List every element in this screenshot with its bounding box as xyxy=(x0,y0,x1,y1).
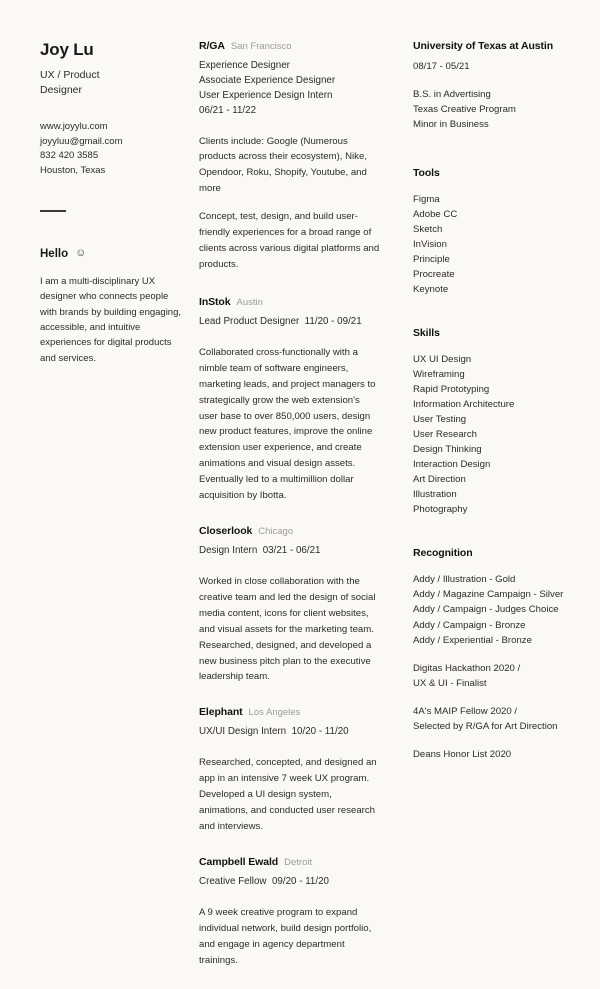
experience-header xyxy=(199,525,381,537)
job-description: A 9 week creative program to expand individual network, build design portfolio, and engage in agency department trainings. xyxy=(199,906,372,966)
intro-heading xyxy=(40,248,185,260)
recognition-heading: Recognition xyxy=(413,547,473,560)
job-title: Design Intern xyxy=(199,545,258,557)
company-name: Elephant xyxy=(199,706,243,719)
job-title: Lead Product Designer xyxy=(199,315,300,327)
profile-column xyxy=(40,40,185,366)
recognition-item: Addy / Experiential - Bronze xyxy=(413,634,532,646)
contact-email[interactable]: joyyluu@gmail.com xyxy=(40,135,123,147)
skill-item: Rapid Prototyping xyxy=(413,383,490,395)
contact-phone[interactable]: 832 420 3585 xyxy=(40,150,99,162)
experience-entry xyxy=(199,706,381,835)
contact-block xyxy=(40,120,185,178)
recognition-item: Digitas Hackathon 2020 / xyxy=(413,662,521,674)
smiley-face-icon: ☺ xyxy=(75,247,87,260)
education-block xyxy=(413,40,588,133)
sidebar-column xyxy=(413,40,588,784)
skills-block xyxy=(413,327,588,518)
role-line-1: UX / Product xyxy=(40,69,100,82)
skill-item: UX UI Design xyxy=(413,353,472,365)
experience-column xyxy=(199,40,381,989)
tool-item: Keynote xyxy=(413,283,449,295)
education-dates: 08/17 - 05/21 xyxy=(413,61,470,72)
tool-item: Figma xyxy=(413,193,440,205)
intro-heading-label: Hello xyxy=(40,247,69,260)
tools-heading: Tools xyxy=(413,166,440,179)
job-dates: 06/21 - 11/22 xyxy=(199,104,257,116)
skill-item: Illustration xyxy=(413,489,457,501)
tool-item: Sketch xyxy=(413,223,443,235)
experience-entry xyxy=(199,296,381,504)
recognition-item: Addy / Illustration - Gold xyxy=(413,574,516,586)
contact-location: Houston, Texas xyxy=(40,164,106,176)
skill-item: User Testing xyxy=(413,414,467,426)
education-details xyxy=(413,87,588,132)
recognition-item: Addy / Magazine Campaign - Silver xyxy=(413,589,564,601)
recognition-item: Addy / Campaign - Bronze xyxy=(413,619,526,631)
skill-item: Information Architecture xyxy=(413,399,515,410)
education-detail: B.S. in Advertising xyxy=(413,89,491,101)
skill-item: Art Direction xyxy=(413,474,466,486)
job-dates: 09/20 - 11/20 xyxy=(271,875,329,887)
job-title-and-dates xyxy=(199,544,381,559)
skill-item: Wireframing xyxy=(413,368,465,380)
job-title: UX/UI Design Intern xyxy=(199,726,287,738)
job-dates: 11/20 - 09/21 xyxy=(304,315,362,327)
company-name: InStok xyxy=(199,295,231,308)
experience-header xyxy=(199,40,381,52)
skill-item: Interaction Design xyxy=(413,459,491,471)
recognition-block xyxy=(413,547,588,761)
recognition-group xyxy=(413,747,588,762)
company-name: Closerlook xyxy=(199,525,253,538)
recognition-item: Deans Honor List 2020 xyxy=(413,748,512,760)
job-title: Associate Experience Designer xyxy=(199,74,336,86)
job-description: Clients include: Google (Numerous products across their ecosystem), Nike, Opendoor, Roku, Shopify, Youtube, and more xyxy=(199,135,367,195)
section-divider xyxy=(40,210,66,212)
job-description: Concept, test, design, and build user-friendly experiences for a broad range of clients across various digital platforms and products. xyxy=(199,211,380,271)
recognition-item: UX & UI - Finalist xyxy=(413,677,487,689)
tools-list xyxy=(413,192,588,297)
experience-entry xyxy=(199,856,381,969)
recognition-group xyxy=(413,704,588,734)
job-title-and-dates xyxy=(199,725,381,740)
skill-item: User Research xyxy=(413,429,477,441)
job-dates: 10/20 - 11/20 xyxy=(291,726,349,738)
education-detail: Minor in Business xyxy=(413,119,489,131)
company-name: R/GA xyxy=(199,40,225,52)
company-location: Chicago xyxy=(258,526,294,538)
experience-header xyxy=(199,706,381,718)
recognition-item: Addy / Campaign - Judges Choice xyxy=(413,604,559,616)
job-title: Creative Fellow xyxy=(199,875,267,887)
tool-item: Principle xyxy=(413,253,450,265)
tool-item: Procreate xyxy=(413,268,455,280)
profile-role xyxy=(40,68,185,98)
role-line-2: Designer xyxy=(40,84,83,97)
job-title-and-dates xyxy=(199,315,381,330)
tool-item: InVision xyxy=(413,238,447,250)
education-detail: Texas Creative Program xyxy=(413,104,516,116)
company-location: San Francisco xyxy=(230,41,292,52)
skill-item: Photography xyxy=(413,504,468,516)
recognition-group xyxy=(413,661,588,691)
experience-header xyxy=(199,856,381,868)
recognition-item: 4A's MAIP Fellow 2020 / xyxy=(413,705,518,717)
page-title: Joy Lu xyxy=(40,40,94,59)
tools-block xyxy=(413,167,588,297)
intro-body: I am a multi-disciplinary UX designer who connects people with brands by building engaging, accessible, and intuitive experiences for digital products and services. xyxy=(40,275,182,364)
company-location: Los Angeles xyxy=(248,707,301,719)
contact-website[interactable]: www.joyylu.com xyxy=(40,121,108,133)
job-description: Collaborated cross-functionally with a nimble team of software engineers, marketing leads, and project managers to strategically grow the web extension's user base to over 850,000 users, design new product features, improve the online extension user experience, and create animations and visual design assets. Eventually led to a multimillion dollar acquisition by Ibotta. xyxy=(199,346,376,502)
recognition-item: Selected by R/GA for Art Direction xyxy=(413,720,558,732)
company-location: Austin xyxy=(236,296,263,308)
job-title-and-dates xyxy=(199,875,381,890)
experience-entry xyxy=(199,525,381,685)
recognition-group xyxy=(413,572,588,647)
job-title: Experience Designer xyxy=(199,60,290,71)
company-name: Campbell Ewald xyxy=(199,855,279,868)
experience-header xyxy=(199,296,381,308)
job-title: User Experience Design Intern xyxy=(199,89,333,101)
education-school: University of Texas at Austin xyxy=(413,40,554,52)
job-description: Researched, concepted, and designed an app in an intensive 7 week UX program. Developed a UI design system, animations, and conducted user research and interviews. xyxy=(199,757,377,832)
job-dates: 03/21 - 06/21 xyxy=(262,545,321,557)
skills-list xyxy=(413,352,588,518)
company-location: Detroit xyxy=(284,856,313,868)
job-description: Worked in close collaboration with the creative team and led the design of social media content, icons for client websites, and visual assets for the marketing team. Researched, designed, and developed a new business pitch plan to the executive leadership team. xyxy=(199,575,376,683)
experience-entry xyxy=(199,40,381,273)
skills-heading: Skills xyxy=(413,326,440,339)
job-titles xyxy=(199,59,381,119)
skill-item: Design Thinking xyxy=(413,444,482,456)
tool-item: Adobe CC xyxy=(413,208,458,220)
